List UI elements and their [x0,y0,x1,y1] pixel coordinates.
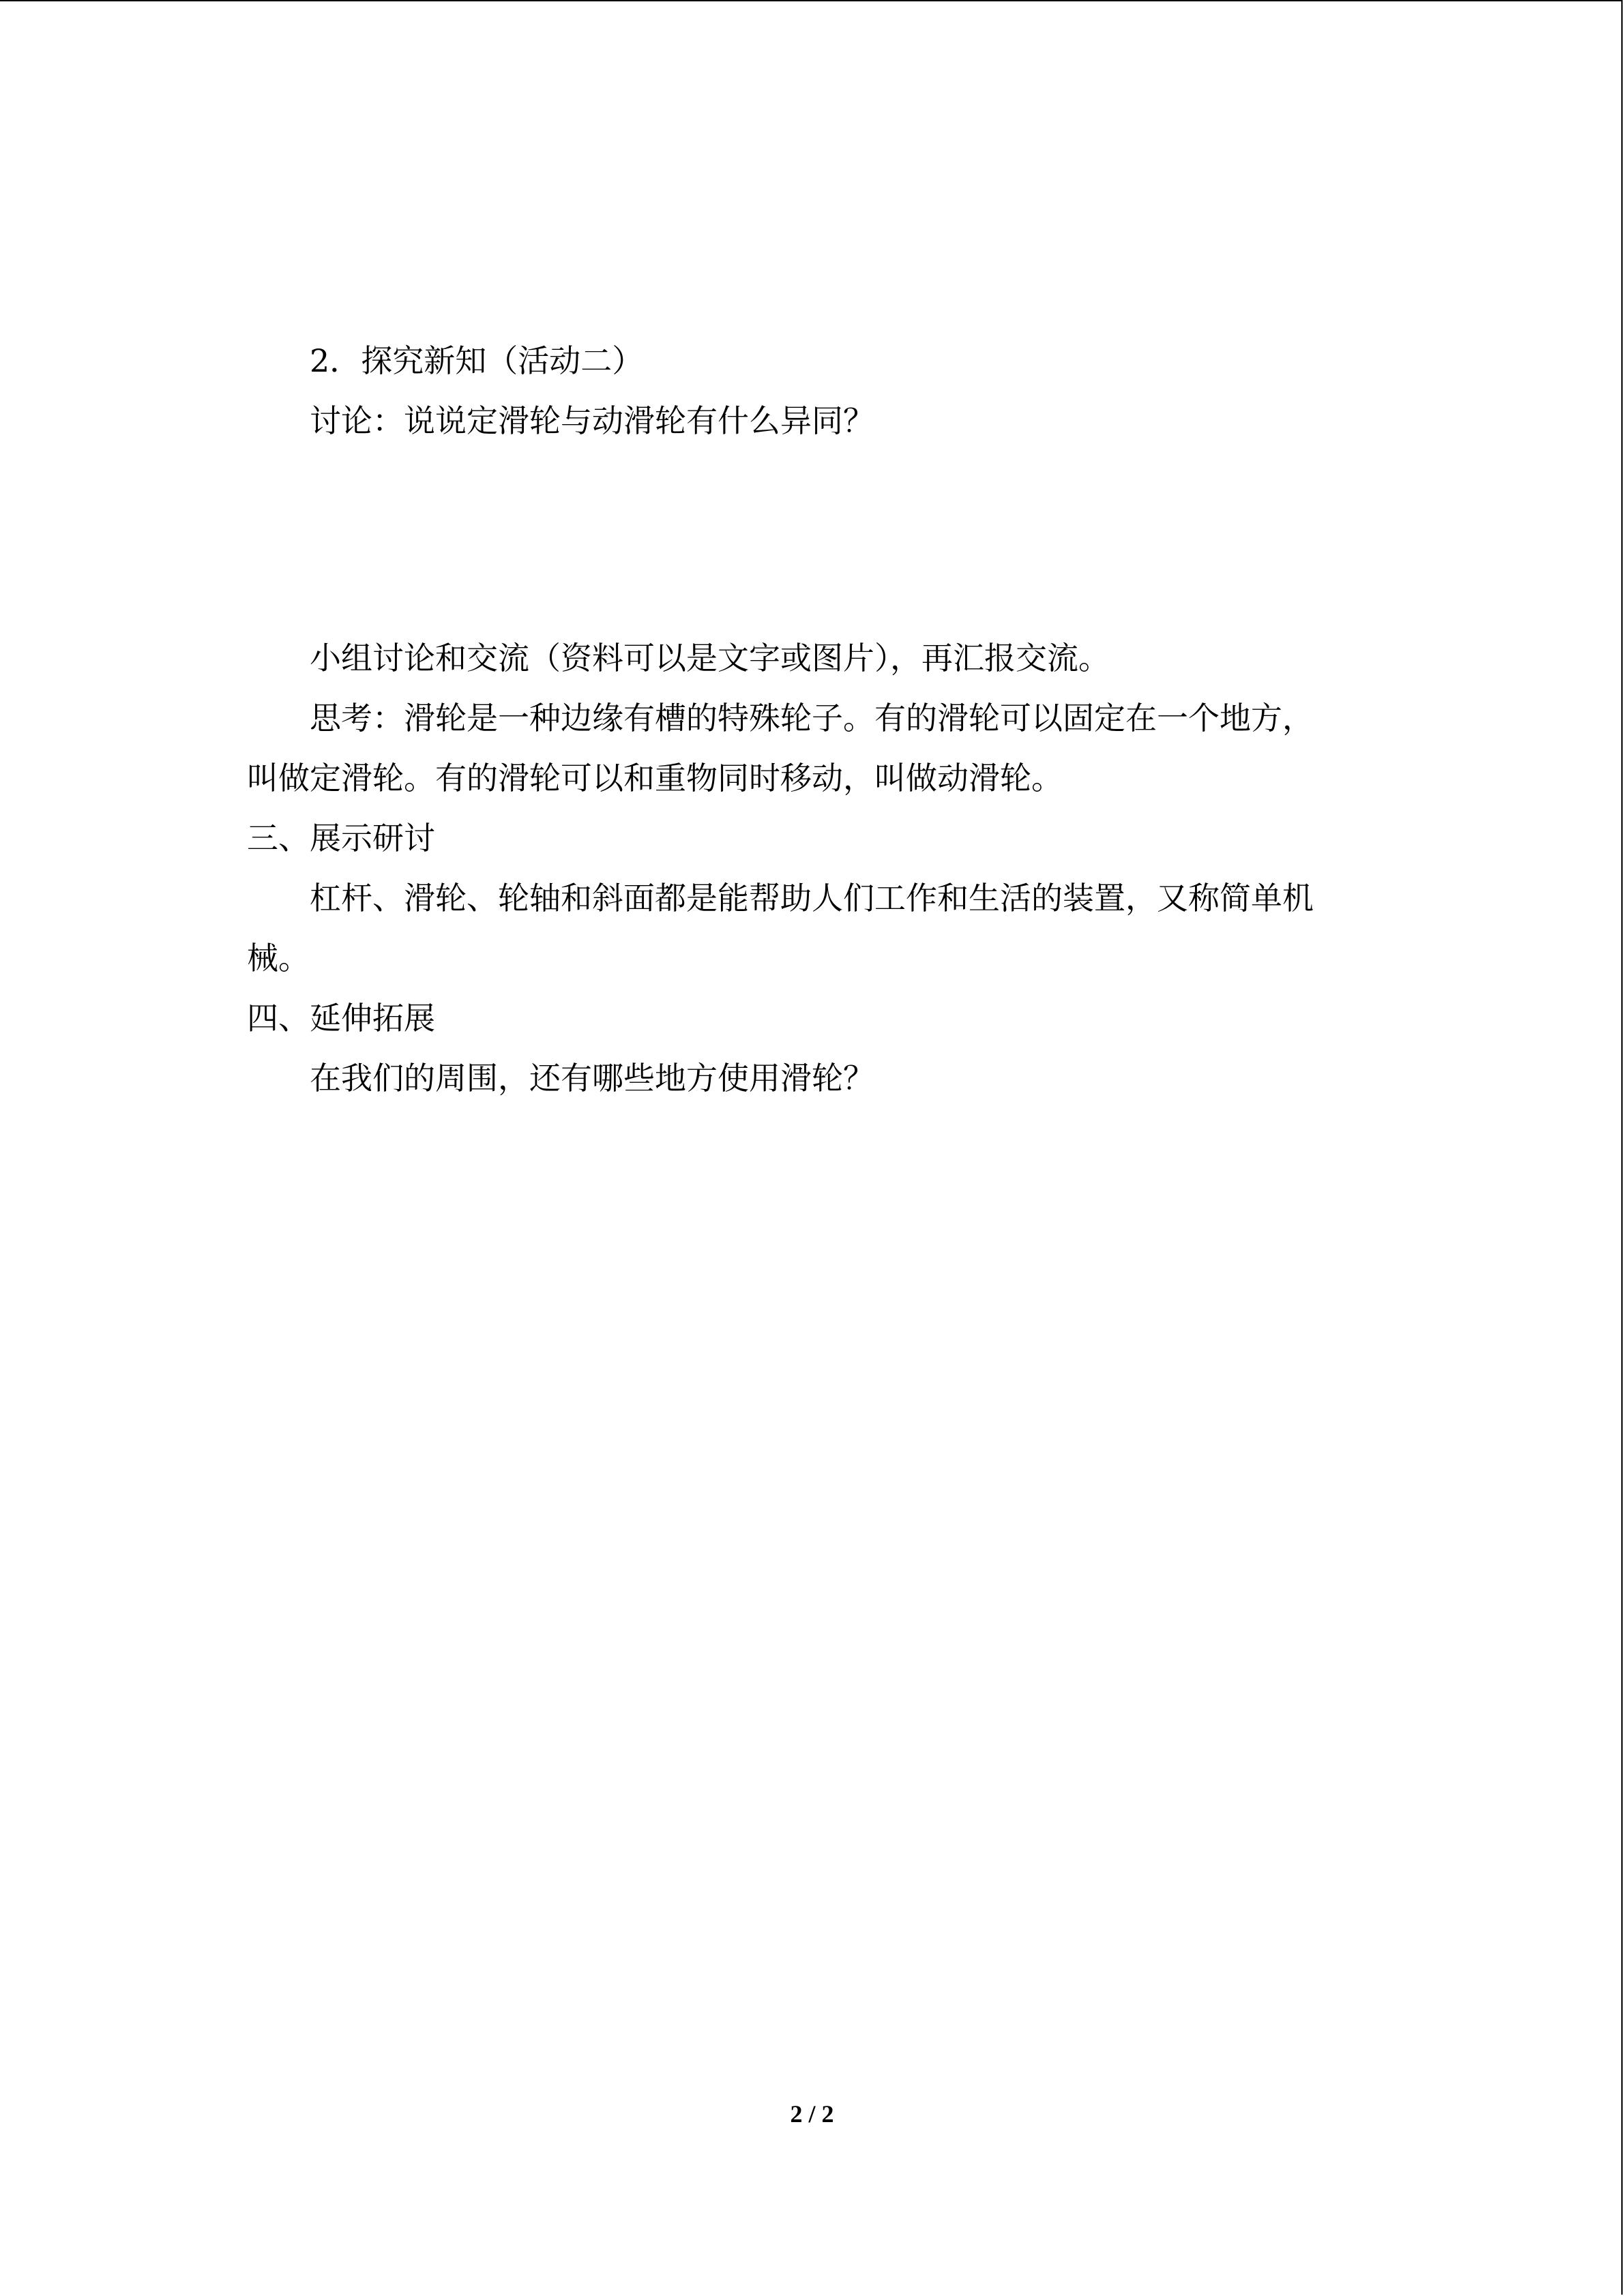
blank-space [247,451,1372,628]
discussion-question: 讨论：说说定滑轮与动滑轮有什么异同？ [310,402,874,439]
thinking-line-2: 叫做定滑轮。有的滑轮可以和重物同时移动，叫做动滑轮。 [247,760,1063,796]
section-4-heading: 四、延伸拓展 [247,1000,435,1037]
thinking-paragraph [247,688,1372,808]
section-4-question: 在我们的周围，还有哪些地方使用滑轮？ [310,1060,874,1097]
section-3-line-1: 杠杆、滑轮、轮轴和斜面都是能帮助人们工作和生活的装置，又称简单机 [310,880,1314,916]
group-discussion-text: 小组讨论和交流（资料可以是文字或图片），再汇报交流。 [310,640,1110,676]
activity-heading: 2．探究新知（活动二） [310,342,644,379]
section-3-heading: 三、展示研讨 [247,820,435,856]
section-3-paragraph [247,868,1372,988]
section-3-line-2: 械。 [247,940,310,976]
thinking-line-1: 思考：滑轮是一种边缘有槽的特殊轮子。有的滑轮可以固定在一个地方， [310,700,1314,736]
document-body [247,331,1372,1108]
page-number: 2 / 2 [790,2100,834,2128]
